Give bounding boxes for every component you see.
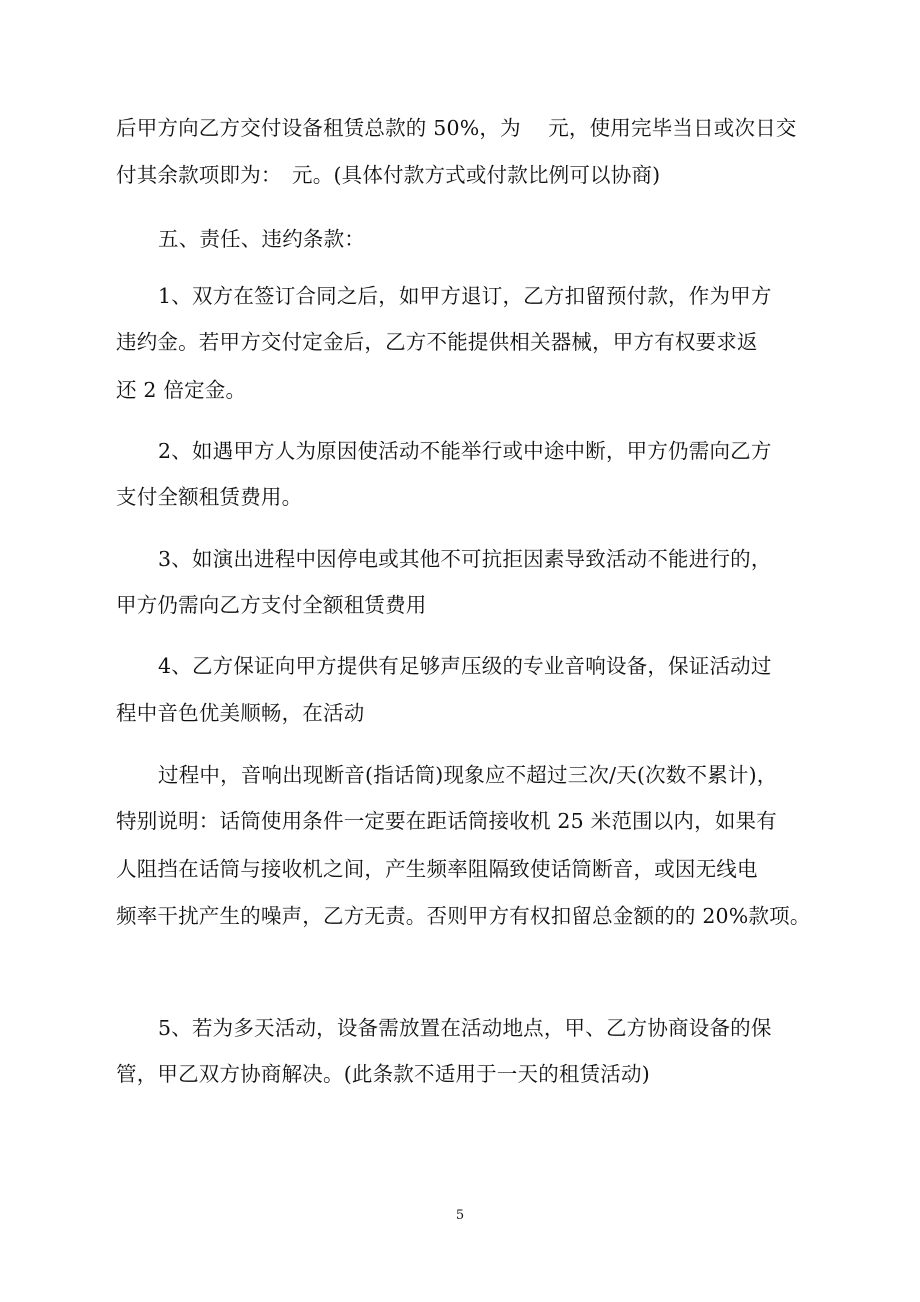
text-line: 频率干扰产生的噪声，乙方无责。否则甲方有权扣留总金额的的 20%款项。 <box>116 904 811 928</box>
text-line: 还 2 倍定金。 <box>116 378 247 402</box>
text-line: 过程中，音响出现断音(指话筒)现象应不超过三次/天(次数不累计)， <box>158 763 778 787</box>
text-line: 2、如遇甲方人为原因使活动不能举行或中途中断，甲方仍需向乙方 <box>158 439 772 463</box>
text-line: 后甲方向乙方交付设备租赁总款的 50%，为 元，使用完毕当日或次日交 <box>116 116 797 140</box>
text-line: 甲方仍需向乙方支付全额租赁费用 <box>116 593 427 617</box>
text-line: 违约金。若甲方交付定金后，乙方不能提供相关器械，甲方有权要求返 <box>116 330 758 354</box>
text-line: 特别说明：话筒使用条件一定要在距话筒接收机 25 米范围以内，如果有 <box>116 809 777 833</box>
text-line: 4、乙方保证向甲方提供有足够声压级的专业音响设备，保证活动过 <box>158 654 772 678</box>
section-heading: 五、责任、违约条款： <box>158 227 365 251</box>
text-line: 管，甲乙双方协商解决。(此条款不适用于一天的租赁活动) <box>116 1062 650 1086</box>
page-number: 5 <box>455 1208 465 1223</box>
text-line: 人阻挡在话筒与接收机之间，产生频率阻隔致使话筒断音，或因无线电 <box>116 857 758 881</box>
text-line: 1、双方在签订合同之后，如甲方退订，乙方扣留预付款，作为甲方 <box>158 284 772 308</box>
text-line: 3、如演出进程中因停电或其他不可抗拒因素导致活动不能进行的， <box>158 547 772 571</box>
text-line: 程中音色优美顺畅，在活动 <box>116 701 365 725</box>
text-line: 支付全额租赁费用。 <box>116 485 303 509</box>
text-line: 付其余款项即为： 元。(具体付款方式或付款比例可以协商) <box>116 163 661 187</box>
text-line: 5、若为多天活动，设备需放置在活动地点，甲、乙方协商设备的保 <box>158 1016 772 1040</box>
